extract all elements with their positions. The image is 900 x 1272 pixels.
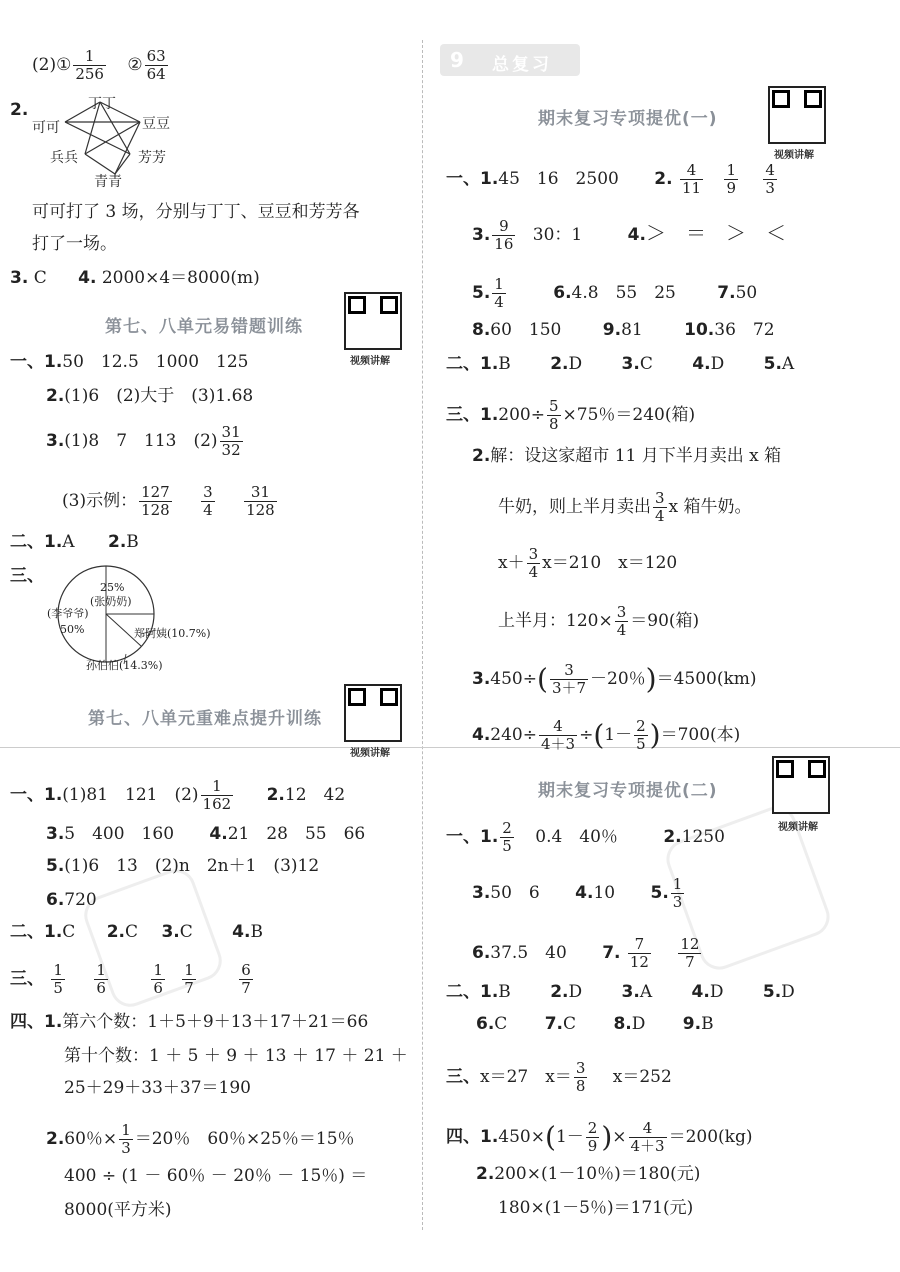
- fraction: $\frac{1}{9}$: [726, 161, 736, 197]
- answer-line: 400 ÷ (1 － 60％ － 20％ － 15％) ＝: [64, 1166, 368, 1186]
- graph-node-qingqing: 青青: [94, 174, 122, 190]
- section-divider: [0, 747, 900, 748]
- graph-node-fangfang: 芳芳: [138, 150, 166, 166]
- answer-line: 25＋29＋33＋37＝190: [64, 1078, 251, 1098]
- fraction: $\frac{1}{5}$: [53, 961, 63, 997]
- fraction: $\frac{1}{6}$: [96, 961, 106, 997]
- answer-line: 3.450÷( $\frac{3}{3+7}$ －20％)＝4500(km): [472, 661, 757, 697]
- graph-node-bingbing: 兵兵: [50, 150, 78, 166]
- answer-line: 3.5 400 160 4.21 28 55 66: [46, 824, 366, 844]
- answer-line: 一、1.50 12.5 1000 125: [10, 352, 249, 372]
- answer-line: 2.60％× $\frac{1}{3}$ ＝20％ 60％×25％＝15％: [46, 1121, 355, 1157]
- answer-line: 三、 $\frac{1}{5}$ $\frac{1}{6}$ $\frac{1}{6}$ $\frac{1}{7}$ $\frac{6}{7}$: [10, 961, 251, 997]
- answer-line: 二、1.B 2.D 3.A 4.D 5.D: [446, 982, 795, 1002]
- answer-line: 二、1.B 2.D 3.C 4.D 5.A: [446, 354, 795, 374]
- pie-label: (张奶奶): [90, 595, 132, 608]
- fraction: $\frac{3}{4}$: [203, 483, 213, 519]
- qr-code[interactable]: [344, 292, 402, 350]
- answer-line: 4.240÷ $\frac{4}{4+3}$ ÷(1－ $\frac{2}{5}$ )＝700(本): [472, 717, 741, 753]
- fraction: $\frac{6}{7}$: [241, 961, 251, 997]
- fraction: $\frac{2}{5}$: [636, 717, 646, 753]
- fraction: $\frac{2}{5}$: [502, 819, 512, 855]
- question-number: 2.: [10, 100, 29, 120]
- fraction: $\frac{12}{7}$: [680, 935, 700, 971]
- qr-label: 视频讲解: [774, 150, 814, 161]
- pie-label: 孙伯伯(14.3%): [86, 659, 163, 672]
- answer-line: x＋ $\frac{3}{4}$ x＝210 x＝120: [498, 545, 678, 581]
- answer-line: 6.720: [46, 890, 97, 910]
- answer-line: 上半月：120× $\frac{3}{4}$ ＝90(箱): [498, 603, 700, 639]
- fraction: $\frac{9}{16}$: [494, 217, 514, 253]
- answer-line: 牛奶，则上半月卖出 $\frac{3}{4}$ x 箱牛奶。: [498, 489, 752, 525]
- answer-line: 三、1.200÷ $\frac{5}{8}$ ×75％＝240(箱): [446, 397, 696, 433]
- answer-line: 180×(1－5％)＝171(元): [498, 1198, 694, 1218]
- answer-line: (2)① $\frac{1}{256}$ ② $\frac{63}{64}$: [32, 47, 166, 83]
- fraction: $\frac{3}{4}$: [616, 603, 627, 639]
- section-title: 期末复习专项提优(一): [538, 109, 718, 129]
- pie-label: 50%: [60, 623, 85, 636]
- answer-line: 2.(1)6 (2)大于 (3)1.68: [46, 386, 254, 406]
- answer-line: 8000(平方米): [64, 1200, 172, 1220]
- fraction: $\frac{3}{3+7}$: [551, 661, 587, 697]
- answer-text: 可可打了 3 场，分别与丁丁、豆豆和芳芳各: [32, 202, 360, 222]
- graph-node-doudou: 豆豆: [142, 116, 170, 132]
- section-title: 第七、八单元易错题训练: [105, 317, 303, 337]
- fraction: $\frac{127}{128}$: [141, 483, 170, 519]
- fraction: $\frac{63}{64}$: [146, 47, 166, 83]
- answer-line: 5.(1)6 13 (2)n 2n＋1 (3)12: [46, 856, 320, 876]
- qr-label: 视频讲解: [350, 748, 390, 759]
- answer-line: 四、1.第六个数：1＋5＋9＋13＋17＋21＝66: [10, 1012, 369, 1032]
- fraction: $\frac{4}{11}$: [681, 161, 702, 197]
- fraction: $\frac{1}{162}$: [202, 777, 232, 813]
- fraction: $\frac{2}{9}$: [587, 1119, 598, 1155]
- answer-line: 3. C 4. 2000×4＝8000(m): [10, 268, 260, 288]
- answer-line: 2.200×(1－10％)＝180(元): [476, 1164, 701, 1184]
- fraction: $\frac{3}{4}$: [655, 489, 665, 525]
- answer-line: (3)示例： $\frac{127}{128}$ $\frac{3}{4}$ $\frac{31}{128}$: [62, 483, 275, 519]
- pie-label: (李爷爷): [47, 607, 89, 620]
- answer-line: 8.60 150 9.81 10.36 72: [472, 320, 775, 340]
- fraction: $\frac{31}{128}$: [246, 483, 275, 519]
- graph-node-keke: 可可: [32, 120, 60, 136]
- answer-line: 3.(1)8 7 113 (2) $\frac{31}{32}$: [46, 423, 241, 459]
- fraction: $\frac{1}{4}$: [494, 275, 504, 311]
- chapter-banner: [440, 44, 580, 76]
- fraction: $\frac{4}{4+3}$: [630, 1119, 665, 1155]
- fraction: $\frac{1}{6}$: [153, 961, 163, 997]
- answer-line: 一、1.(1)81 121 (2) $\frac{1}{162}$ 2.12 42: [10, 777, 346, 813]
- fraction: $\frac{4}{3}$: [765, 161, 775, 197]
- qr-label: 视频讲解: [778, 822, 818, 833]
- answer-line: 一、1. $\frac{2}{5}$ 0.4 40％ 2.1250: [446, 819, 725, 855]
- chapter-title: 总复习: [492, 55, 552, 75]
- fraction: $\frac{3}{4}$: [528, 545, 539, 581]
- answer-line: 3. $\frac{9}{16}$ 30：1 4.＞ ＝ ＞ ＜: [472, 217, 786, 253]
- answer-line: 二、1.C 2.C 3.C 4.B: [10, 922, 263, 942]
- fraction: $\frac{3}{8}$: [575, 1059, 586, 1095]
- chapter-number: 9: [450, 48, 464, 72]
- section-title: 第七、八单元重难点提升训练: [88, 709, 322, 729]
- fraction: $\frac{4}{4+3}$: [541, 717, 576, 753]
- fraction: $\frac{1}{7}$: [184, 961, 194, 997]
- qr-label: 视频讲解: [350, 356, 390, 367]
- answer-line: 5. $\frac{1}{4}$ 6.4.8 55 25 7.50: [472, 275, 758, 311]
- graph-node-dingding: 丁丁: [88, 96, 116, 112]
- fraction: $\frac{31}{32}$: [221, 423, 241, 459]
- answer-line: 2.解：设这家超市 11 月下半月卖出 x 箱: [472, 446, 782, 466]
- answer-line: 二、1.A 2.B: [10, 532, 139, 552]
- answer-line: 3.50 6 4.10 5. $\frac{1}{3}$: [472, 875, 683, 911]
- fraction: $\frac{5}{8}$: [549, 397, 559, 433]
- answer-line: 三、x＝27 x＝ $\frac{3}{8}$ x＝252: [446, 1059, 672, 1095]
- answer-text: 打了一场。: [32, 234, 117, 254]
- fraction: $\frac{7}{12}$: [629, 935, 649, 971]
- question-number: 三、: [10, 566, 44, 586]
- qr-code[interactable]: [344, 684, 402, 742]
- fraction: $\frac{1}{3}$: [121, 1121, 131, 1157]
- pie-label: 郑阿姨(10.7%): [134, 627, 211, 640]
- qr-code[interactable]: [768, 86, 826, 144]
- pie-label: 25%: [100, 581, 125, 594]
- fraction: $\frac{1}{256}$: [75, 47, 104, 83]
- answer-line: 四、1.450×(1－ $\frac{2}{9}$ )× $\frac{4}{4+3}$ ＝200(kg): [446, 1119, 753, 1155]
- qr-code[interactable]: [772, 756, 830, 814]
- answer-line: 一、1.45 16 2500 2. $\frac{4}{11}$ $\frac{1}{9}$ $\frac{4}{3}$: [446, 161, 775, 197]
- answer-line: 6.37.5 40 7. $\frac{7}{12}$ $\frac{12}{7}$: [472, 935, 700, 971]
- answer-line: 6.C 7.C 8.D 9.B: [476, 1014, 714, 1034]
- column-divider: [422, 40, 423, 1230]
- section-title: 期末复习专项提优(二): [538, 781, 718, 801]
- answer-line: 第十个数：1 ＋ 5 ＋ 9 ＋ 13 ＋ 17 ＋ 21 ＋: [64, 1046, 408, 1066]
- fraction: $\frac{1}{3}$: [672, 875, 683, 911]
